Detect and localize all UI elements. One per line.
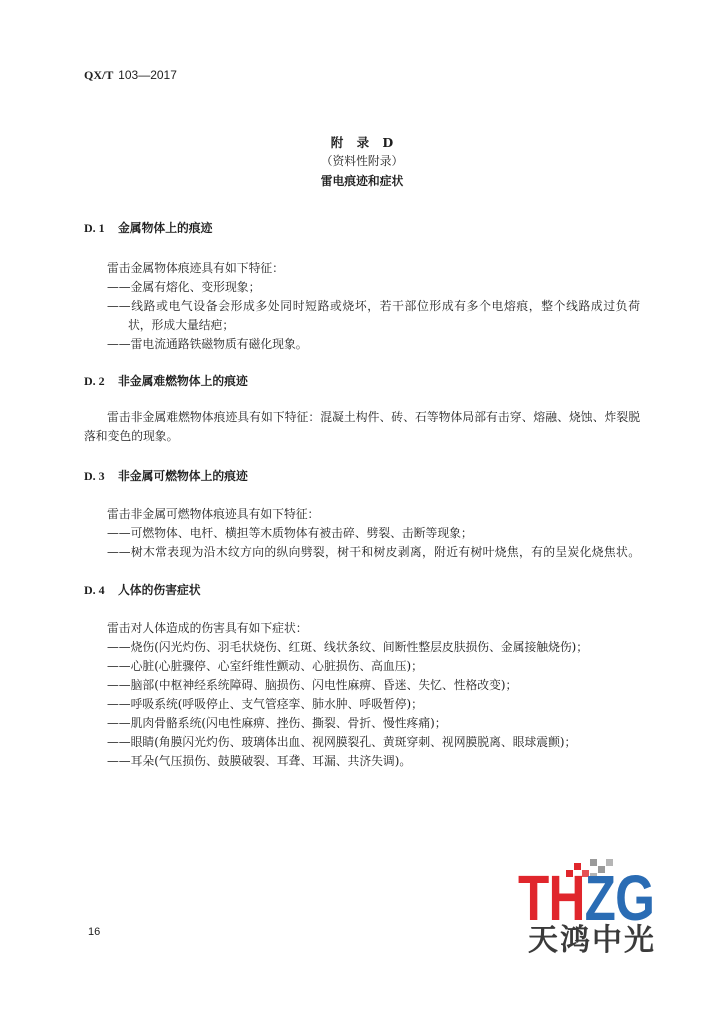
list-item-continuation: 状，形成大量结疤； <box>128 318 235 332</box>
annex-type: （资料性附录） <box>320 154 404 168</box>
paragraph-line: 雷击金属物体痕迹具有如下特征： <box>107 261 284 275</box>
list-item: ——脑部(中枢神经系统障碍、脑损伤、闪电性麻痹、昏迷、失忆、性格改变)； <box>107 678 518 692</box>
list-item: ——雷电流通路铁磁物质有磁化现象。 <box>107 337 308 351</box>
list-item: ——线路或电气设备会形成多处同时短路或烧坏，若干部位形成有多个电熔痕，整个线路成过负荷 <box>107 299 640 313</box>
paragraph-line: 雷击对人体造成的伤害具有如下症状： <box>107 621 308 635</box>
paragraph-line: 落和变色的现象。 <box>84 429 179 443</box>
list-item: ——心脏(心脏骤停、心室纤维性颤动、心脏损伤、高血压)； <box>107 659 423 673</box>
standard-prefix: QX/T <box>84 68 114 82</box>
logo-letters <box>518 862 655 934</box>
section-title: 金属物体上的痕迹 <box>118 221 213 235</box>
logo-letter: G <box>615 862 655 934</box>
standard-number: 103—2017 <box>118 68 177 82</box>
standard-code <box>84 66 177 85</box>
list-item: ——眼睛(角膜闪光灼伤、玻璃体出血、视网膜裂孔、黄斑穿刺、视网膜脱离、眼球震颤)； <box>107 735 577 749</box>
list-item: ——肌肉骨骼系统(闪电性麻痹、挫伤、撕裂、骨折、慢性疼痛)； <box>107 716 447 730</box>
section-title: 非金属难燃物体上的痕迹 <box>118 374 248 388</box>
paragraph-line: 雷击非金属难燃物体痕迹具有如下特征：混凝土构件、砖、石等物体局部有击穿、熔融、烧蚀、炸裂脱 <box>107 410 640 424</box>
list-item: ——金属有熔化、变形现象； <box>107 280 261 294</box>
section-number: D. 3 <box>84 469 105 483</box>
section-number: D. 2 <box>84 374 105 388</box>
list-item: ——呼吸系统(呼吸停止、支气管痉挛、肺水肿、呼吸暂停)； <box>107 697 423 711</box>
annex-name: 雷电痕迹和症状 <box>320 174 404 188</box>
list-item: ——可燃物体、电杆、横担等木质物体有被击碎、劈裂、击断等现象； <box>107 526 473 540</box>
section-title: 人体的伤害症状 <box>118 583 201 597</box>
paragraph-line: 雷击非金属可燃物体痕迹具有如下特征： <box>107 507 320 521</box>
logo-letter: H <box>548 862 585 934</box>
list-item: ——烧伤(闪光灼伤、羽毛状烧伤、红斑、线状条纹、间断性整层皮肤损伤、金属接触烧伤)； <box>107 640 589 654</box>
logo-letter: T <box>518 862 549 934</box>
list-item: ——树木常表现为沿木纹方向的纵向劈裂，树干和树皮剥离，附近有树叶烧焦，有的呈炭化烧焦状。 <box>107 545 640 559</box>
section-number: D. 4 <box>84 583 105 597</box>
annex-title: 附 录 D <box>330 135 394 150</box>
page-number: 16 <box>88 926 101 938</box>
list-item: ——耳朵(气压损伤、鼓膜破裂、耳聋、耳漏、共济失调)。 <box>107 754 412 768</box>
logo-brand-name: 天鸿中光 <box>528 923 656 958</box>
watermark-logo <box>516 856 662 960</box>
section-title: 非金属可燃物体上的痕迹 <box>118 469 248 483</box>
logo-letter: Z <box>584 862 616 934</box>
section-number: D. 1 <box>84 221 105 235</box>
